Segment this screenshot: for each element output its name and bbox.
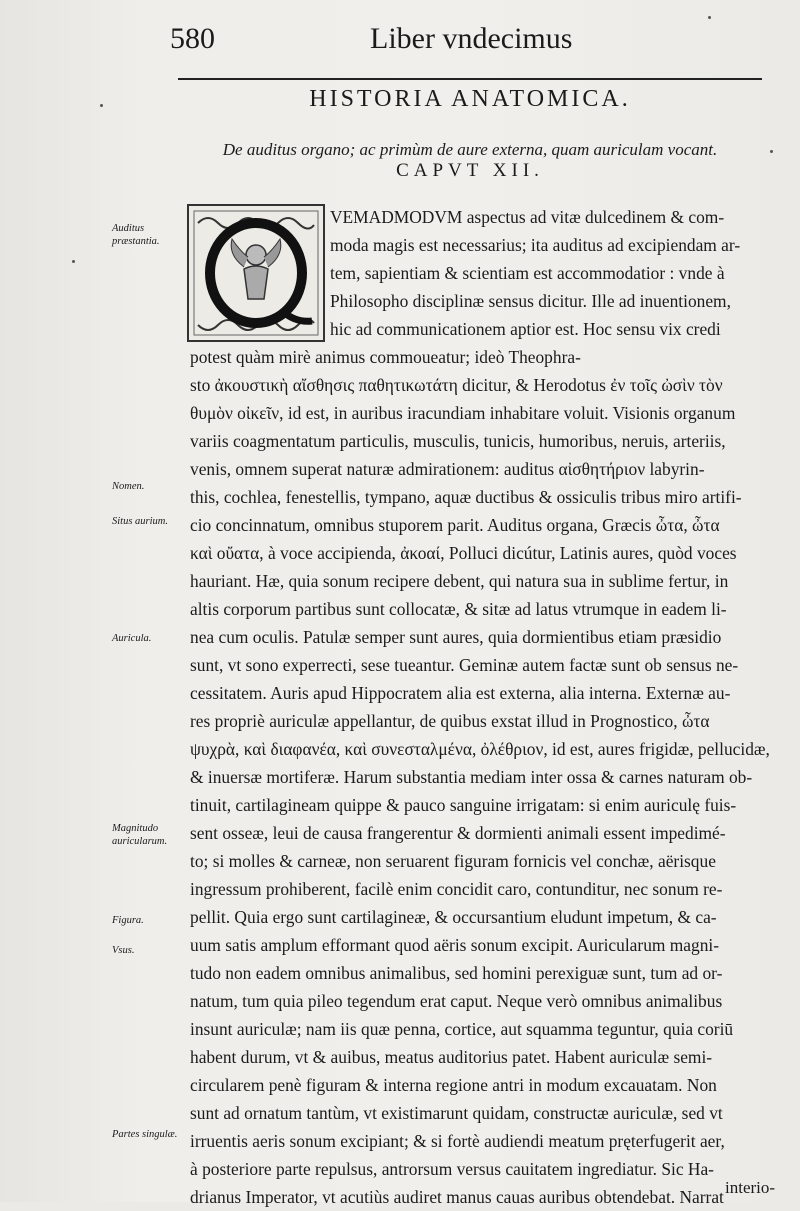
chapter-label: CAPVT XII. [396,160,544,181]
margin-note: Auditus præstantia. [112,223,160,247]
running-head [170,18,790,58]
margin-note: Vsus. [112,945,135,956]
text-line: tem, sapientiam & scientiam est accommodatior : vnde à [330,263,725,283]
text-line: hic ad communicationem aptior est. Hoc sensu vix credi [330,319,721,339]
text-line: sunt ad ornatum tantùm, vt existimarunt quidam, constructæ auriculæ, sed vt [190,1103,723,1123]
text-line: natum, tum quia pileo tegendum erat caput. Neque verò omnibus animalibus [190,991,723,1011]
text-line: to; si molles & carneæ, non seruarent figuram fornicis vel conchæ, aërisque [190,851,716,871]
text-line: uum satis amplum efformant quod aëris sonum excipit. Auricularum magni- [190,935,720,955]
text-line: sent osseæ, leui de causa frangerentur & dormienti animali essent impedimé- [190,823,726,843]
paper-speck [708,16,711,19]
chapter-subtitle: De auditus organo; ac primùm de aure externa, quam auriculam vocant. [222,140,718,159]
section-heading: HISTORIA ANATOMICA. [309,86,631,112]
header-rule [178,78,762,80]
decorated-initial-icon [186,203,326,343]
text-line: pellit. Quia ergo sunt cartilagineæ, & occursantium eludunt impetum, & ca- [190,907,717,927]
text-line: ingressum prohiberent, facilè enim concidit caro, contunditur, nec sonum re- [190,879,723,899]
text-line: drianus Imperator, vt acutiùs audiret manus cauas auribus obtendebat. Narrat [190,1187,724,1207]
text-line: VEMADMODVM aspectus ad vitæ dulcedinem & com- [330,207,725,227]
text-line: tudo non eadem omnibus animalibus, sed homini perexiguæ sunt, tum ad or- [190,963,723,983]
text-line: altis corporum partibus sunt collocatæ, & sitæ ad latus vtrumque in eadem li- [190,599,727,619]
text-line: & inuersæ mortiferæ. Harum substantia mediam inter ossa & carnes naturam ob- [190,767,753,787]
text-line: potest quàm mirè animus commoueatur; ideò Theophra- [190,347,581,367]
text-line: sunt, vt sono experrecti, sese tueantur. Geminæ autem factæ sunt ob sensus ne- [190,655,739,675]
text-line: sto ἀκουστικὴ αἴσθησις παθητικωτάτη dicitur, & Herodotus ἐν τοῖς ὠσὶν τὸν [190,375,723,395]
paper-speck [100,104,103,107]
page-number: 580 [170,22,215,55]
text-line: circularem penè figuram & interna regione antri in modum excauatam. Non [190,1075,717,1095]
text-line: à posteriore parte repulsus, antrorsum versus cauitatem ingrediatur. Sic Ha- [190,1159,714,1179]
margin-note: Magnitudo auricularum. [112,823,168,847]
margin-note: Figura. [112,915,144,926]
text-line: habent durum, vt & auibus, meatus auditorius patet. Habent auriculæ semi- [190,1047,713,1067]
margin-note: Situs aurium. [112,516,169,527]
text-line: insunt auriculæ; nam iis quæ penna, cortice, aut squamma teguntur, quia coriū [190,1019,734,1039]
text-line: irruentis aeris sonum excipiant; & si fortè audiendi meatum pręterfugerit aer, [190,1131,725,1151]
text-line: Philosopho disciplinæ sensus dicitur. Ille ad inuentionem, [330,291,731,311]
text-line: this, cochlea, fenestellis, tympano, aquæ ductibus & ossiculis tribus miro artifi- [190,487,742,507]
text-line: moda magis est necessarius; ita auditus ad excipiendam ar- [330,235,741,255]
text-line: ψυχρὰ, καὶ διαφανέα, καὶ συνεσταλμένα, ὀλέθριον, id est, aures frigidæ, pellucidæ, [190,739,770,759]
text-line: θυμὸν οἰκεῖν, id est, in auribus iracundiam inhabitare voluit. Visionis organum [190,403,736,423]
text-line: res propriè auriculæ appellantur, de quibus exstat illud in Prognostico, ὦτα [190,711,710,731]
text-line: nea cum oculis. Patulæ semper sunt aures, quia dormientibus etiam præsidio [190,627,722,647]
text-line: tinuit, cartilagineam quippe & pauco sanguine irrigatam: si enim auriculę fuis- [190,795,737,815]
margin-note: Auricula. [112,633,152,644]
running-title: Liber vndecimus [370,22,573,55]
text-line: cio concinnatum, omnibus stuporem parit. Auditus organa, Græcis ὦτα, ὦτα [190,515,720,535]
paper-speck [770,150,773,153]
margin-note: Nomen. [112,481,145,492]
catchword: interio- [725,1178,776,1197]
paper-speck [72,260,75,263]
text-line: venis, omnem superat naturæ admirationem: auditus αἰσθητήριον labyrin- [190,459,705,479]
text-line: variis coagmentatum particulis, musculis, tunicis, humoribus, neruis, arteriis, [190,431,726,451]
text-line: hauriant. Hæ, quia sonum recipere debent, qui natura sua in sublime fertur, in [190,571,729,591]
text-line: cessitatem. Auris apud Hippocratem alia est externa, alia interna. Externæ au- [190,683,731,703]
text-line: καὶ οὔατα, à voce accipienda, ἀκοαί, Polluci dicútur, Latinis aures, quòd voces [190,543,737,563]
margin-note: Partes singulæ. [112,1129,178,1140]
